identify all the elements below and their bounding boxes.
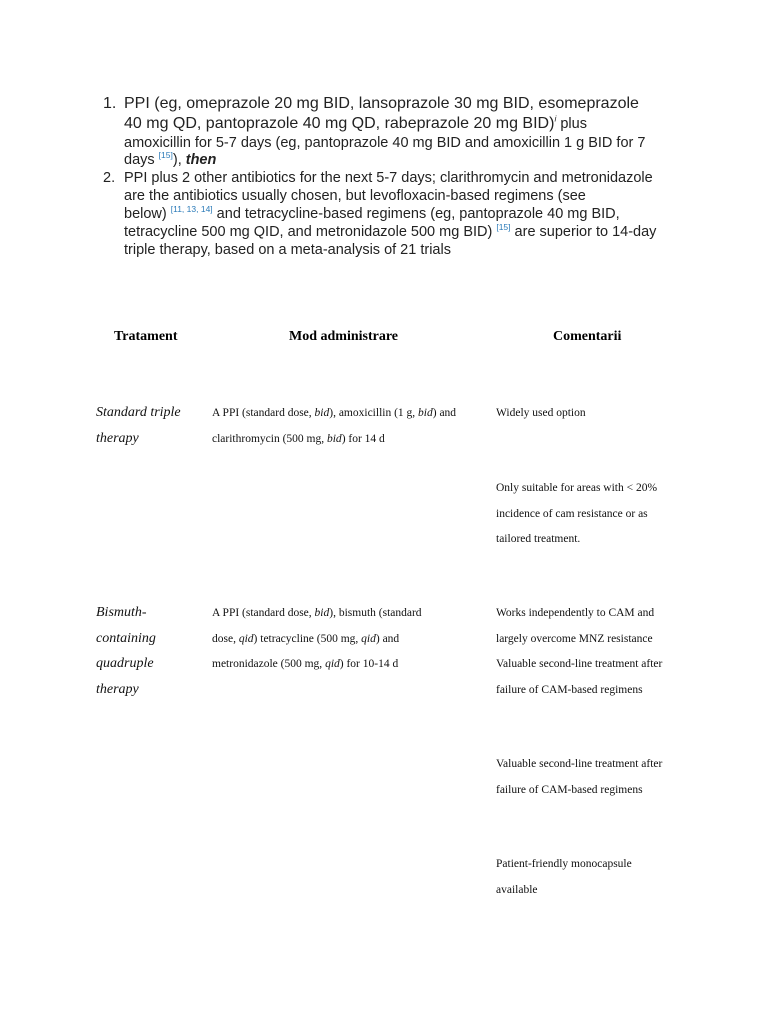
cell-line: available xyxy=(496,883,538,896)
cell-line: Only suitable for areas with < 20% xyxy=(496,482,658,494)
row-1-administration xyxy=(212,401,456,452)
cell-line: Works independently to CAM and xyxy=(496,607,655,619)
list-text: plus xyxy=(556,116,587,132)
row-title-bismuth-quadruple xyxy=(96,600,156,702)
list-item-1-line-4 xyxy=(124,151,216,169)
cell-line: dose, qid) tetracycline (500 mg, qid) and xyxy=(212,632,400,645)
list-item-1-line-3: amoxicillin for 5-7 days (eg, pantoprazole 40 mg BID and amoxicillin 1 g BID for 7 xyxy=(124,135,646,151)
list-text: 40 mg QD, pantoprazole 40 mg QD, rabeprazole 20 mg BID) xyxy=(124,115,555,132)
row-2-comment-1 xyxy=(496,601,662,703)
list-text: tetracycline 500 mg QID, and metronidazole 500 mg BID) xyxy=(124,224,497,240)
list-text: are superior to 14-day xyxy=(510,224,657,240)
cell-line: metronidazole (500 mg, qid) for 10-14 d xyxy=(212,658,399,670)
row-title-line: Standard triple xyxy=(96,405,181,420)
list-item-2-line-3 xyxy=(124,205,620,223)
reference-link[interactable]: [15] xyxy=(496,222,511,233)
list-item-2-line-2: are the antibiotics usually chosen, but levofloxacin-based regimens (see xyxy=(124,188,586,204)
reference-link[interactable]: [15] xyxy=(158,150,173,161)
row-title-standard-triple xyxy=(96,400,181,451)
row-title-line: containing xyxy=(96,630,156,646)
list-item-1-line-1: PPI (eg, omeprazole 20 mg BID, lansoprazole 30 mg BID, esomeprazole xyxy=(124,95,639,112)
list-text: days xyxy=(124,152,159,168)
list-item-2-line-4 xyxy=(124,223,656,241)
reference-link[interactable]: [11, 13, 14] xyxy=(170,204,213,215)
row-title-line: Bismuth- xyxy=(96,605,147,620)
cell-line: A PPI (standard dose, bid), bismuth (standard xyxy=(212,607,422,619)
list-text: and tetracycline-based regimens (eg, pantoprazole 40 mg BID, xyxy=(212,206,620,222)
cell-line: Valuable second-line treatment after xyxy=(496,658,663,670)
row-1-comment-1: Widely used option xyxy=(496,407,586,419)
column-header-treatment: Tratament xyxy=(114,329,178,344)
cell-line: failure of CAM-based regimens xyxy=(496,683,643,696)
column-header-administration: Mod administrare xyxy=(289,329,399,344)
row-title-line: therapy xyxy=(96,430,139,446)
cell-line: clarithromycin (500 mg, bid) for 14 d xyxy=(212,432,385,445)
row-2-comment-3 xyxy=(496,852,632,903)
list-item-2-line-1: PPI plus 2 other antibiotics for the next 5-7 days; clarithromycin and metronidazole xyxy=(124,170,653,186)
list-text: ), xyxy=(172,152,186,168)
list-text: below) xyxy=(124,206,171,222)
emphasis-text: then xyxy=(185,152,217,168)
column-header-comments: Comentarii xyxy=(553,329,622,344)
cell-line: Patient-friendly monocapsule xyxy=(496,858,632,870)
cell-line: failure of CAM-based regimens xyxy=(496,783,643,796)
row-2-administration xyxy=(212,601,422,678)
superscript: i xyxy=(554,113,557,124)
row-1-comment-2 xyxy=(496,476,657,553)
cell-line: tailored treatment. xyxy=(496,533,581,545)
cell-line: incidence of cam resistance or as xyxy=(496,507,648,520)
list-item-1-line-2 xyxy=(124,114,587,134)
list-item-2-line-5: triple therapy, based on a meta-analysis of 21 trials xyxy=(124,242,451,258)
cell-line: Valuable second-line treatment after xyxy=(496,758,663,770)
cell-line: largely overcome MNZ resistance xyxy=(496,632,653,645)
row-title-line: quadruple xyxy=(96,656,154,671)
list-number: 2. xyxy=(103,170,116,186)
row-2-comment-2 xyxy=(496,752,662,803)
list-number: 1. xyxy=(103,95,117,112)
cell-line: A PPI (standard dose, bid), amoxicillin (1 g, bid) and xyxy=(212,407,457,419)
row-title-line: therapy xyxy=(96,681,139,697)
